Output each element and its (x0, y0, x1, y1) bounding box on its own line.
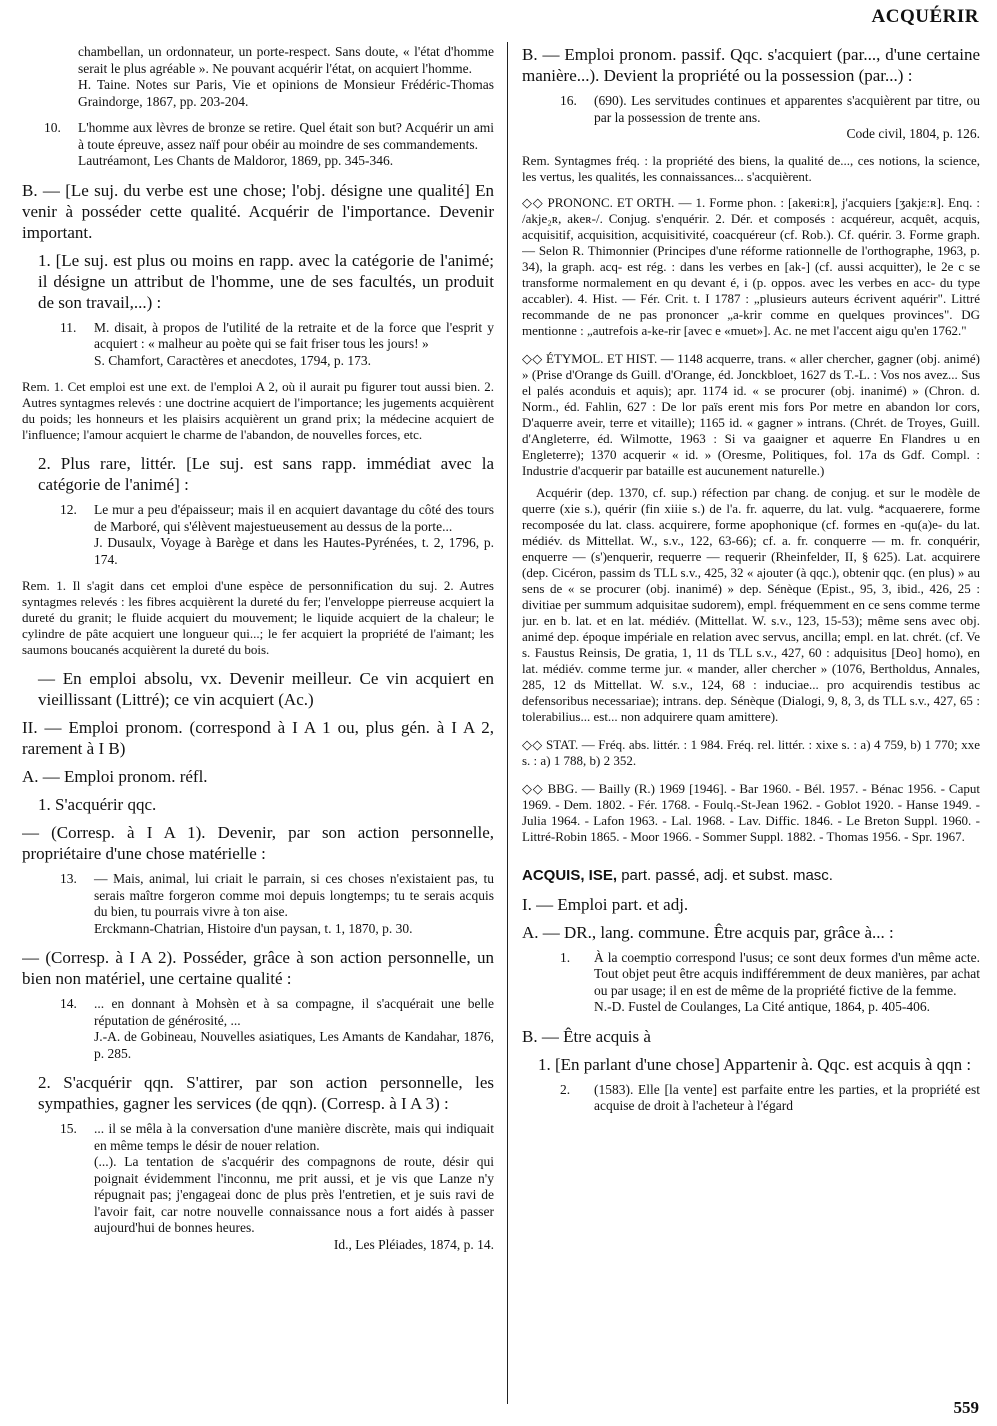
example-number: 16. (560, 93, 577, 108)
example-number: 11. (60, 319, 77, 335)
example-text: — Mais, animal, lui criait le parrain, si ces choses n'existaient pas, tu serais maître forgeron comme moi depuis longtemps; tu te serais acquis du bien, tu pourrais vivre à ton aise. (94, 871, 494, 919)
example-text: ... en donnant à Mohsèn et à sa compagne, il s'acquérait une belle réputation de générosité, ... (94, 996, 494, 1028)
correspondence-2: — (Corresp. à I A 2). Posséder, grâce à son action personnelle, un bien non matériel, une certaine qualité : (22, 948, 494, 988)
section-heading-ii-a: A. — Emploi pronom. réfl. (22, 767, 208, 786)
correspondence-1: — (Corresp. à I A 1). Devenir, par son action personnelle, propriétaire d'une chose matérielle : (22, 823, 494, 863)
example-text-2: (...). La tentation de s'acquérir des compagnons de route, désir qui poignait évidemment l'inconnu, me prit aussi, et je vis que Lanze n'y répugnait pas; j'engageai donc de plus près l'entretien, et je suis ravi de l'avoir fait, car notre nouvelle connaissance nous a fort aidés à passer aujourd'hui de bonnes heures. (94, 1154, 494, 1235)
etymology-continued: Acquérir (dep. 1370, cf. sup.) réfection par chang. de conjug. et sur le modèle de querre (xie s.), quérir (fin xiiie s.) de l'a. fr. aquerre, du lat. vulg. *acquaerere, forme recomposée du lat. class. acquirere, forme apophonique (cf. formes en -qu(a)e- du lat. médiév. ds Mittellat. W., s.v., 122, 63-66); cf. a. fr. conquerre — m. fr. conquérir, enquerre — (s')enquerir, requerre — requerir (Rheinfelder, II, § 625). Lat. acquirere (dep. Cicéron, passim ds TLL s.v., 425, 32 « ajouter (à qqc.), obtenir qqc. (en plus) » au sens de « se procurer (obj. inanimé) » dep. Sénèque (Epist., 95, 3, ibid., 426, 25 : divitiae per summum adquisitae sudorem), empl. fréquemment en ce sens comme terme jur. en b. lat. et en lat. médiév. (Mittellat. W. s.v., 123, 15-53); même sens avec obj. animé dep. époque impériale en relation avec servus, ancilla; empl. en lat. chrét. (cf. Ve s. Faustus Reinsis, De gratia, 1, 11 ds TLL s.v., 427, 60 : adquisitus [Deo] homo), en lat. médiév. comme terme jur. « mander, aller chercher » (1076, Bertholdus, Annales, 285, 12 ds Mittellat. W. s.v., 124, 68 : induciae... pro acquirendis testibus ac defensoribus necessariae); intrans. dep. Sénèque (Dialogi, 9, 8, 3, ds TLL s.v., 427, 65 : tolerabilius... est... non adquirere quam amittere). (522, 484, 980, 724)
example-source: Erckmann-Chatrian, Histoire d'un paysan, t. 1, 1870, p. 30. (94, 920, 413, 936)
example-source: J.-A. de Gobineau, Nouvelles asiatiques, Les Amants de Kandahar, 1876, p. 285. (94, 1029, 494, 1061)
remark-1: Rem. 1. Cet emploi est une ext. de l'emploi A 2, où il aurait pu figurer tout aussi bien. 2. Autres syntagmes relevés : une doctrine acquiert de l'importance; les jugements acquièrent du poids; les honneurs et les plaisirs acquièrent un grand prix; la médecine acquiert de l'influence; l'amour acquiert le charme de l'abandon, de nouvelles forces, etc. (22, 379, 494, 442)
example-text: chambellan, un ordonnateur, un porte-respect. Sans doute, « l'état d'homme serait le plus agréable ». Ne pouvant acquérir l'état, on acquiert l'homme. (78, 44, 494, 76)
acquis-section-i: I. — Emploi part. et adj. (522, 894, 689, 914)
acquis-section-a: A. — DR., lang. commune. Être acquis par, grâce à... : (522, 922, 894, 942)
example-13 (22, 871, 494, 937)
example-source: S. Chamfort, Caractères et anecdotes, 1794, p. 173. (94, 352, 372, 368)
example-15 (22, 1121, 494, 1253)
running-head: ACQUÉRIR (871, 6, 979, 27)
example-text: (1583). Elle [la vente] est parfaite entre les parties, et la propriété est acquise de droit à l'acheteur à l'égard (594, 1081, 980, 1113)
subsection-a1: 1. S'acquérir qqc. (38, 795, 157, 814)
section-heading-b: B. — [Le suj. du verbe est une chose; l'obj. désigne une qualité] En venir à posséder cette qualité. Acquérir de l'importance. Devenir important. (22, 180, 494, 242)
acquis-example-1 (522, 950, 980, 1016)
example-16 (522, 93, 980, 143)
example-text: M. disait, à propos de l'utilité de la retraite et de la force que l'esprit y acquiert : « malheur au poète qui se fait friser tous les jours! » (94, 319, 494, 351)
example-source: Code civil, 1804, p. 126. (846, 126, 980, 141)
example-text: Le mur a peu d'épaisseur; mais il en acquiert davantage du côté des tours de Marboré, qui s'élèvent majestueusement au dessus de la porte... (94, 502, 494, 534)
example-source: J. Dusaulx, Voyage à Barège et dans les Hautes-Pyrénées, t. 2, 1796, p. 174. (94, 535, 494, 567)
example-source: H. Taine. Notes sur Paris, Vie et opinions de Monsieur Frédéric-Thomas Graindorge, 1867, pp. 203-204. (78, 77, 494, 109)
remark-2: Rem. 1. Il s'agit dans cet emploi d'une espèce de personnification du suj. 2. Autres syntagmes relevés : les fibres acquièrent la dureté du fer; l'enveloppe pierreuse acquiert la dureté du granit; le fluide acquiert du mouvement; le liquide acquiert de la chaleur; le cylindre de pâte acquiert une longueur qui...; le fer acquiert la propriété de l'aimant; les saumons boucanés acquièrent la dureté du bois. (22, 578, 494, 657)
example-text: L'homme aux lèvres de bronze se retire. Quel était son but? Acquérir un ami à toute épreuve, assez naïf pour obéir au moindre de ses commandements. (78, 120, 494, 152)
subsection-b2: 2. Plus rare, littér. [Le suj. est sans rapp. immédiat avec la catégorie de l'animé] : (38, 454, 494, 494)
example-12 (22, 502, 494, 568)
right-column (522, 44, 980, 1404)
section-heading-b-passive: B. — Emploi pronom. passif. Qqc. s'acquiert (par..., d'une certaine manière...). Devient la propriété ou la possession (par...) : (522, 45, 980, 85)
section-heading-ii: II. — Emploi pronom. (correspond à I A 1 ou, plus gén. à I A 2, rarement à I B) (22, 718, 494, 758)
example-number: 2. (560, 1081, 571, 1097)
headword-category: part. passé, adj. et subst. masc. (621, 866, 833, 884)
pronunciation-section: ◇◇ PRONONC. ET ORTH. — 1. Forme phon. : [akeʀi:ʀ], j'acquiers [ʒakjɛ:ʀ]. Enq. : /akje₂ʀ, akeʀ-/. Conjug. s'enquérir. 2. Dér. et composés : acquéreur, acquêt, acquis, acquisitif, acquisition, acquisitivité, coacquéreur (cf. Rob.). Cf. quérir. 3. Forme graph. — Selon R. Thimonnier (Principes d'une réforme rationnelle de l'orthographe, 1963, p. 34), la graph. acq- est rég. : dans les verbes en [ak-] (cf. aussi acquitter), le 2e c se transforme normalement en qu devant é, i (p. oppos. avec les verbes en acc- du type accabler). 4. Hist. — Fér. Crit. t. I 1787 : „plusieurs auteurs écrivent aquérir". Littré recommande de ne pas prononcer „a-krir comme en quelques provinces". DG mentionne : „autrefois a-ke-rir [avec e «muet»]. Ac. ne met l'accent aigu qu'en 1762." (522, 194, 980, 338)
headword: ACQUIS, ISE, (522, 866, 618, 884)
subsection-a2: 2. S'acquérir qqn. S'attirer, par son action personnelle, les sympathies, gagner les services (de qqn). (Corresp. à I A 3) : (38, 1073, 494, 1113)
statistics-section: ◇◇ STAT. — Fréq. abs. littér. : 1 984. Fréq. rel. littér. : xixe s. : a) 4 759, b) 1 770; xxe s. : a) 1 788, b) 2 352. (522, 736, 980, 768)
example-10 (22, 120, 494, 170)
example-source: Id., Les Pléiades, 1874, p. 14. (333, 1236, 494, 1252)
acquis-section-b: B. — Être acquis à (522, 1026, 651, 1046)
left-column (22, 44, 494, 1404)
entry-headword (522, 867, 980, 884)
example-number: 1. (560, 949, 571, 965)
subsection-b1: 1. [Le suj. est plus ou moins en rapp. avec la catégorie de l'animé; il désigne un attribut de l'homme, une de ses facultés, un produit de son travail,...) : (38, 250, 494, 312)
example-text: (690). Les servitudes continues et apparentes s'acquièrent par titre, ou par la possession de trente ans. (594, 93, 980, 125)
bibliography-section: ◇◇ BBG. — Bailly (R.) 1969 [1946]. - Bar 1960. - Bél. 1957. - Bénac 1956. - Caput 1969. - Dem. 1802. - Fér. 1768. - Foulq.-St-Jean 1962. - Goblot 1920. - Hanse 1949. - Julia 1964. - Lafon 1963. - Lal. 1968. - Lav. Diffic. 1846. - Le Breton Suppl. 1960. - Littré-Robin 1865. - Moor 1966. - Sommer Suppl. 1882. - Thomas 1956. - Spr. 1967. (522, 780, 980, 844)
column-rule (507, 42, 508, 1404)
example-number: 15. (60, 1121, 77, 1136)
example-source: Lautréamont, Les Chants de Maldoror, 1869, pp. 345-346. (78, 153, 394, 168)
remark: Rem. Syntagmes fréq. : la propriété des biens, la qualité de..., ces notions, la science, les vertus, les qualités, les connaissances... s'acquièrent. (522, 152, 980, 184)
example-14 (22, 996, 494, 1062)
example-source: N.-D. Fustel de Coulanges, La Cité antique, 1864, p. 405-406. (594, 999, 930, 1014)
example-continued (22, 44, 494, 110)
example-text: ... il se mêla à la conversation d'une manière discrète, mais qui indiquait en même temps le désir de nouer relation. (94, 1121, 494, 1153)
acquis-example-2 (522, 1082, 980, 1115)
absolute-use: — En emploi absolu, vx. Devenir meilleur. Ce vin acquiert en vieillissant (Littré); ce vin acquiert (Ac.) (38, 669, 494, 709)
example-11 (22, 320, 494, 370)
etymology-section: ◇◇ ÉTYMOL. ET HIST. — 1148 acquerre, trans. « aller chercher, gagner (obj. animé) » (Prise d'Orange ds Guill. d'Orange, éd. Jonckbloet, 1627 ds T.-L. : Vos nos avez... Sus el palés aconduis et aquis); apr. 1174 id. « se procurer (obj. inanimé) » (Chron. d. Norm., éd. Fahlin, 627 : De lor païs erent mis fors Por metre en abandon lor cors, D'aquerre aveir, terre et vitaille); 1165 id. « gagner » intrans. (Chrét. de Troyes, Guill. d'Angleterre, éd. Wilmotte, 1963 : Si va gaaigner et aquerre En Flandres u en Engleterre); 1370 acquerir « id. » (Oresme, Politiques, fol. 17a ds Gdf. Compl. : Industrie d'acquerir par bataille est aucunement naturelle.) (522, 350, 980, 478)
acquis-subsection-b1: 1. [En parlant d'une chose] Appartenir à. Qqc. est acquis à qqn : (538, 1054, 972, 1074)
page-number: 559 (953, 1398, 979, 1417)
example-number: 13. (60, 871, 77, 886)
example-number: 14. (60, 996, 77, 1011)
example-number: 12. (60, 502, 77, 517)
example-number: 10. (44, 120, 61, 135)
example-text: À la coemptio correspond l'usus; ce sont deux formes d'un même acte. Tout objet peut être acquis indifféremment de deux manières, par achat ou par usage; il en est de même de la propriété fictive de la femme. (594, 949, 980, 998)
